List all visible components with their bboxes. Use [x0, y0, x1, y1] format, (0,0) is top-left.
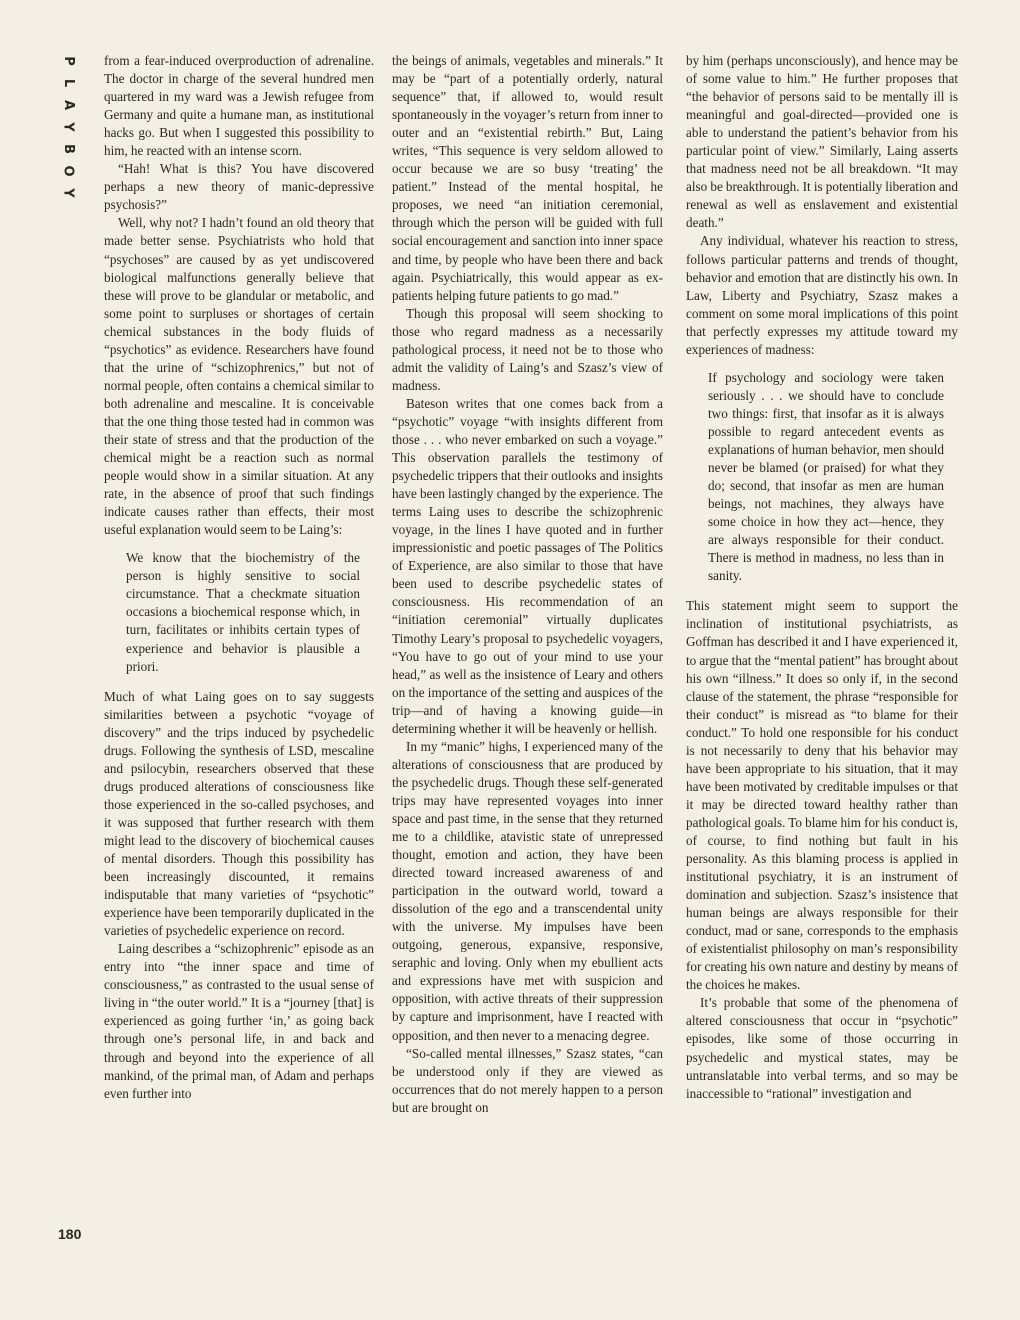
paragraph: Much of what Laing goes on to say suggests similarities between a psychotic “voyage of discovery” and the trips induced by psychedelic drugs. Following the synthesis of LSD, mescaline and psilocybin, researchers observed that these drugs produced alterations of consciousness like those experienced in the so-called psychoses, and it was supposed that further research with them might lead to the discovery of biochemical causes of mental disorders. Though this possibility has been increasingly discounted, it remains indisputable that many varieties of “psychotic” experience have been temporarily duplicated in the varieties of psychedelic experience on record.	[104, 688, 374, 939]
paragraph: Any individual, whatever his reaction to stress, follows particular patterns and trends of thought, behavior and emotion that are distinctly his own. In Law, Liberty and Psychiatry, Szasz makes a comment on some moral implications of this point that perfectly expresses my attitude toward my experiences of madness:	[686, 233, 958, 357]
magazine-letter: A	[61, 99, 76, 111]
paragraph: the beings of animals, vegetables and minerals.” It may be “part of a potentially orderly, natural sequence” that, if allowed to, would result spontaneously in the voyager’s return from inner to outer and an “existential rebirth.” But, Laing writes, “This sequence is very seldom allowed to occur because we are so busy ‘treating’ the patient.” Instead of the mental hospital, he proposes, we need “an initiation ceremonial, through which the person will be guided with full social encouragement and sanction into inner space and time, by people who have been there and back again. Psychiatrically, this would appear as ex-patients helping future patients to go mad.”	[392, 53, 663, 303]
magazine-letter: Y	[60, 122, 76, 132]
paragraph: “Hah! What is this? You have discovered perhaps a new theory of manic-depressive psychosis?”	[104, 161, 374, 213]
text-column-3	[686, 52, 958, 1103]
paragraph: from a fear-induced overproduction of adrenaline. The doctor in charge of the several hundred men quartered in my ward was a Jewish refugee from Germany and quite a humane man, as institutional hacks go. But when I suggested this possibility to him, he reacted with an intense scorn.	[104, 53, 374, 159]
paragraph: This statement might seem to support the inclination of institutional psychiatrists, as Goffman has described it and I have experienced it, to argue that the “mental patient” has brought about his own “illness.” It does so only if, in the second clause of the statement, the phrase “responsible for their conduct” is misread as “to blame for their conduct.” To hold one responsible for his conduct is not necessarily to deny that his behavior may have been appropriate to his situation, that it may have been motivated by creditable impulses or that it may be directed toward healthy rather than pathological goals. To blame him for his conduct is, of course, to find nothing but fault in his personality. As this blaming process is applied in institutional psychiatry, it is an instrument of domination and subjection. Szasz’s insistence that human beings are always responsible for their conduct, mad or sane, corresponds to the emphasis of existentialist philosophy on man’s responsibility for creating his own nature and destiny by means of the choices he makes.	[686, 598, 958, 993]
paragraph: by him (perhaps unconsciously), and hence may be of some value to him.” He further proposes that “the behavior of persons said to be mentally ill is meaningful and goal-directed—provided one is able to understand the patient’s behavior from his particular point of view.” Similarly, Laing asserts that madness need not be all breakdown. “It may also be breakthrough. It is potentially liberation and renewal as well as enslavement and existential death.”	[686, 53, 958, 231]
magazine-letter: P	[61, 56, 76, 66]
magazine-letter: B	[60, 144, 76, 154]
paragraph: Laing describes a “schizophrenic” episode as an entry into “the inner space and time of consciousness,” as contrasted to the usual sense of living in “the outer world.” It is a “journey [that] is experienced as going further ‘in,’ as going back through one’s personal life, in and back and through and beyond into the experience of all mankind, of the primal man, of Adam and perhaps even further into	[104, 941, 374, 1101]
paragraph: In my “manic” highs, I experienced many of the alterations of consciousness that are produced by the psychedelic drugs. Though these self-generated trips may have represented voyages into inner space and past time, in the sense that they returned me to a childlike, atavistic state of unrepressed thought, emotion and action, they have been directed toward increased awareness of and participation in the outward world, toward a dissolution of the ego and a transcendental unity with the universe. My impulses have been outgoing, generous, expansive, responsive, seraphic and loving. Only when my ebullient acts and expressions have met with suspicion and opposition, with active threats of their suppression by capture and imprisonment, have I reacted with opposition, and then never to a menacing degree.	[392, 738, 663, 1043]
magazine-letter: Y	[60, 188, 76, 198]
magazine-letter: L	[60, 78, 76, 88]
paragraph: It’s probable that some of the phenomena of altered consciousness that occur in “psychotic” episodes, like some of those occurring in psychedelic and mystical states, may be untranslatable into verbal terms, and so may be inaccessible to “rational” investigation and	[686, 995, 958, 1101]
paragraph: Though this proposal will seem shocking to those who regard madness as a necessarily pathological process, it need not be to those who admit the validity of Laing’s and Szasz’s view of madness.	[392, 305, 663, 393]
paragraph: Bateson writes that one comes back from a “psychotic” voyage “with insights different from those . . . who never embarked on such a voyage.” This observation parallels the testimony of psychedelic trippers that their outlooks and insights have been lastingly changed by the experience. The terms Laing uses to describe the schizophrenic voyage, in the lines I have quoted and in further impressionistic and poetic passages of The Politics of Experience, are also similar to those that have been used to describe psychedelic states of consciousness. His recommendation of an “initiation ceremonial” virtually duplicates Timothy Leary’s proposal to psychedelic voyagers, “You have to go out of your mind to use your head,” as well as the insistence of Leary and others on the importance of the setting and auspices of the trip—and of having a knowing guide—in determining whether it will be heavenly or hellish.	[392, 395, 663, 736]
text-column-1	[104, 52, 374, 1103]
block-quote: If psychology and sociology were taken seriously . . . we should have to conclude two things: first, that insofar as it is always possible to regard antecedent events as explanations of human behavior, men should never be blamed (or praised) for what they do; second, that insofar as men are human beings, not machines, they always have some choice in how they act—hence, they are always responsible for their conduct. There is method in madness, no less than in sanity.	[708, 369, 944, 584]
block-quote: We know that the biochemistry of the person is highly sensitive to social circumstance. That a checkmate situation occasions a biochemical response which, in turn, facilitates or inhibits certain types of experience and behavior is plausible a priori.	[126, 550, 360, 674]
magazine-letter: O	[61, 165, 76, 177]
paragraph: Well, why not? I hadn’t found an old theory that made better sense. Psychiatrists who hold that “psychoses” are caused by as yet undiscovered biological malfunctions generally believe that these will prove to be glandular or metabolic, and some point to surpluses or shortages of certain chemical substances in the body fluids of “psychotics” as evidence. Researchers have found that the urine of “schizophrenics,” but not of normal people, often contains a chemical similar to both adrenaline and mescaline. It is conceivable that the one thing those tested had in common was their state of stress and that the production of the chemical might be a reaction such as normal people would show in a similar situation. At any rate, in the absence of proof that such findings indicate causes rather than effects, their most useful explanation would seem to be Laing’s:	[104, 215, 374, 538]
page-number: 180	[58, 1226, 82, 1242]
paragraph: “So-called mental illnesses,” Szasz states, “can be understood only if they are viewed as occurrences that do not merely happen to a person but are brought on	[392, 1045, 663, 1115]
text-column-2	[392, 52, 663, 1117]
magazine-name-vertical	[58, 50, 78, 204]
